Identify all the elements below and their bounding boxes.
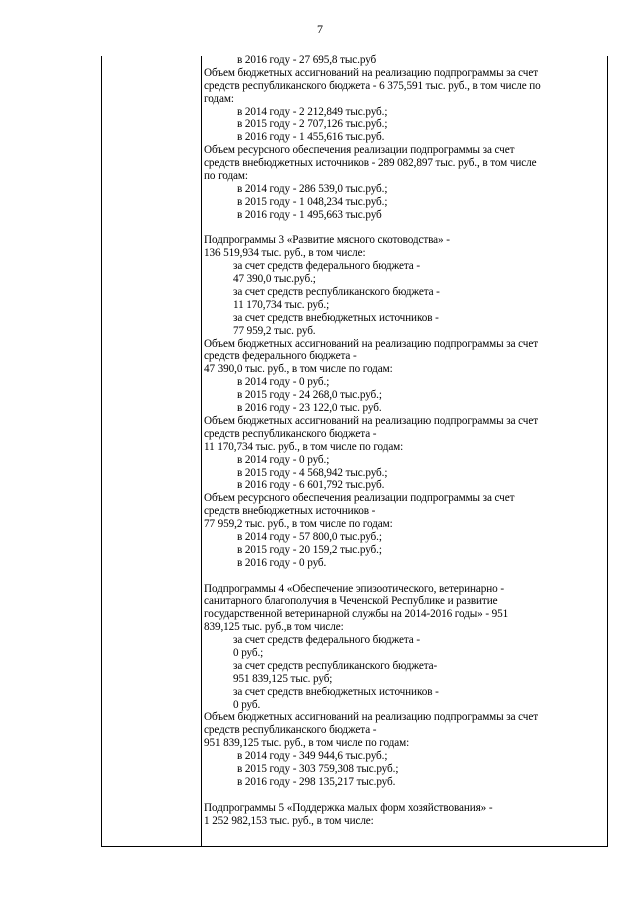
text-line: 47 390,0 тыс. руб., в том числе по годам: xyxy=(204,363,393,376)
text-line: Объем ресурсного обеспечения реализации подпрограммы за счет xyxy=(204,492,515,505)
text-line: в 2015 году - 20 159,2 тыс.руб.; xyxy=(237,543,382,556)
text-line: Объем бюджетных ассигнований на реализацию подпрограммы за счет xyxy=(204,66,538,79)
text-line: 77 959,2 тыс. руб., в том числе по годам: xyxy=(204,518,393,531)
text-line: 0 руб. xyxy=(233,698,261,711)
text-line: за счет средств внебюджетных источников - xyxy=(233,685,439,698)
text-line: санитарного благополучия в Чеченской Республике и развитие xyxy=(204,595,498,608)
text-line: 839,125 тыс. руб.,в том числе: xyxy=(204,621,344,634)
text-line: 1 252 982,153 тыс. руб., в том числе: xyxy=(204,814,374,827)
text-line: Подпрограммы 4 «Обеспечение эпизоотического, ветеринарно - xyxy=(204,582,504,595)
text-line: Объем ресурсного обеспечения реализации подпрограммы за счет xyxy=(204,144,515,157)
text-line: 951 839,125 тыс. руб; xyxy=(233,672,333,685)
text-line: в 2015 году - 4 568,942 тыс.руб.; xyxy=(237,466,388,479)
text-line: средств республиканского бюджета - xyxy=(204,724,377,737)
text-line: в 2016 году - 1 455,616 тыс.руб. xyxy=(237,131,385,144)
blank-line xyxy=(204,789,606,802)
text-line: 77 959,2 тыс. руб. xyxy=(233,324,316,337)
table-cell-text xyxy=(204,54,606,827)
text-line: в 2014 году - 2 212,849 тыс.руб.; xyxy=(237,105,388,118)
text-line: в 2016 году - 298 135,217 тыс.руб. xyxy=(237,775,396,788)
blank-line xyxy=(204,570,606,583)
text-line: за счет средств внебюджетных источников - xyxy=(233,311,439,324)
text-line: средств республиканского бюджета - 6 375,591 тыс. руб., в том числе по xyxy=(204,79,541,92)
text-line: за счет средств федерального бюджета - xyxy=(233,260,420,273)
text-line: в 2014 году - 57 800,0 тыс.руб.; xyxy=(237,530,382,543)
text-line: Подпрограммы 5 «Поддержка малых форм хозяйствования» - xyxy=(204,801,493,814)
text-line: за счет средств республиканского бюджета - xyxy=(233,286,440,299)
text-line: по годам: xyxy=(204,170,248,183)
text-line: в 2015 году - 2 707,126 тыс.руб.; xyxy=(237,118,388,131)
text-line: 11 170,734 тыс. руб.; xyxy=(233,298,330,311)
text-line: 0 руб.; xyxy=(233,646,264,659)
text-line: средств внебюджетных источников - xyxy=(204,505,376,518)
blank-line xyxy=(204,222,606,235)
text-line: 951 839,125 тыс. руб., в том числе по годам: xyxy=(204,737,410,750)
text-line: Объем бюджетных ассигнований на реализацию подпрограммы за счет xyxy=(204,337,538,350)
text-line: государственной ветеринарной службы на 2014-2016 годы» - 951 xyxy=(204,608,509,621)
text-line: Объем бюджетных ассигнований на реализацию подпрограммы за счет xyxy=(204,711,538,724)
page-number: 7 xyxy=(317,22,323,36)
text-line: в 2016 году - 6 601,792 тыс.руб. xyxy=(237,479,385,492)
text-line: в 2016 году - 27 695,8 тыс.руб xyxy=(237,54,377,66)
text-line: годам: xyxy=(204,92,234,105)
text-line: средств федерального бюджета - xyxy=(204,350,357,363)
table-column-divider xyxy=(201,56,202,846)
text-line: 136 519,934 тыс. руб., в том числе: xyxy=(204,247,366,260)
text-line: 47 390,0 тыс.руб.; xyxy=(233,273,316,286)
text-line: Объем бюджетных ассигнований на реализацию подпрограммы за счет xyxy=(204,414,538,427)
text-line: средств внебюджетных источников - 289 082,897 тыс. руб., в том числе xyxy=(204,157,537,170)
text-line: в 2014 году - 0 руб.; xyxy=(237,376,330,389)
text-line: за счет средств федерального бюджета - xyxy=(233,634,420,647)
text-line: за счет средств республиканского бюджета- xyxy=(233,659,438,672)
text-line: в 2016 году - 1 495,663 тыс.руб xyxy=(237,208,382,221)
text-line: в 2014 году - 349 944,6 тыс.руб.; xyxy=(237,750,388,763)
text-line: средств республиканского бюджета - xyxy=(204,427,377,440)
text-line: в 2014 году - 0 руб.; xyxy=(237,453,330,466)
text-line: в 2016 году - 23 122,0 тыс. руб. xyxy=(237,402,382,415)
text-line: в 2015 году - 303 759,308 тыс.руб.; xyxy=(237,762,399,775)
text-line: в 2015 году - 24 268,0 тыс.руб.; xyxy=(237,389,382,402)
text-line: Подпрограммы 3 «Развитие мясного скотоводства» - xyxy=(204,234,450,247)
text-line: в 2014 году - 286 539,0 тыс.руб.; xyxy=(237,182,388,195)
text-line: в 2015 году - 1 048,234 тыс.руб.; xyxy=(237,195,388,208)
text-line: 11 170,734 тыс. руб., в том числе по годам: xyxy=(204,440,404,453)
text-line: в 2016 году - 0 руб. xyxy=(237,556,327,569)
